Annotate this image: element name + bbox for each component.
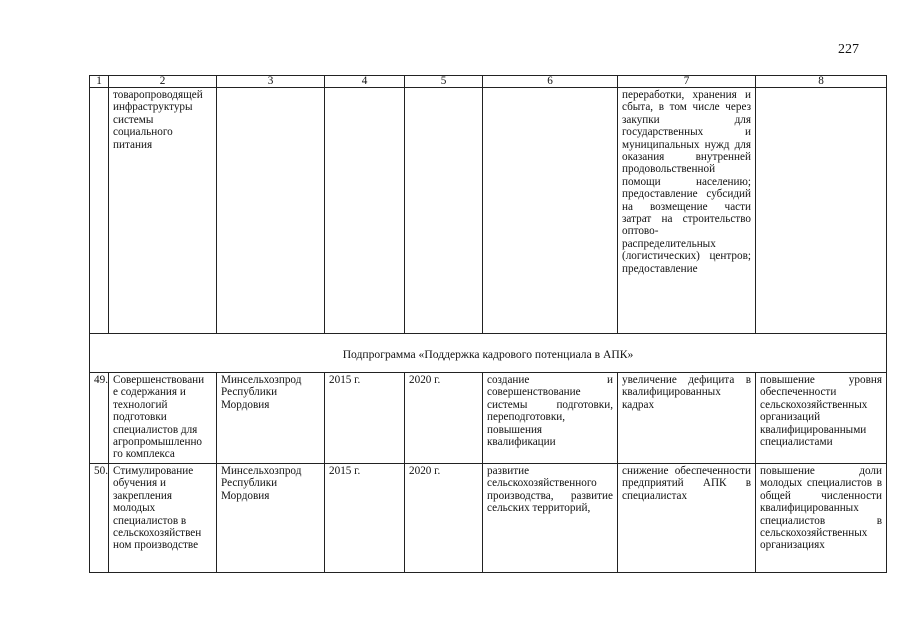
cont-cell-measure: товаропроводящей инфраструктуры системы социального питания xyxy=(109,88,217,334)
cont-cell-4 xyxy=(325,88,405,334)
end-year-cell: 2020 г. xyxy=(405,373,483,464)
row-number: 49. xyxy=(90,373,109,464)
indicator-cell: повышение уровня обеспеченности сельскохозяйственных организаций квалифицированными специалистами xyxy=(756,373,887,464)
cont-cell-6 xyxy=(483,88,618,334)
column-header-8: 8 xyxy=(756,76,887,88)
start-year-cell: 2015 г. xyxy=(325,464,405,573)
continuation-row xyxy=(90,88,887,334)
consequence-cell: увеличение дефицита в квалифицированных кадрах xyxy=(618,373,756,464)
column-header-3: 3 xyxy=(217,76,325,88)
table-row xyxy=(90,373,887,464)
subprogram-row xyxy=(90,334,887,373)
executor-cell: Минсельхозпрод Республики Мордовия xyxy=(217,373,325,464)
cont-cell-consequence: переработки, хранения и сбыта, в том числе через закупки для государственных и муниципальных нужд для оказания внутренней продовольственной помощи населению; предоставление субсидий на возмещение части затрат на строительство оптово-распределительных (логистических) центров; предоставление xyxy=(618,88,756,334)
end-year-cell: 2020 г. xyxy=(405,464,483,573)
column-header-2: 2 xyxy=(109,76,217,88)
result-cell: развитие сельскохозяйственного производства, развитие сельских территорий, xyxy=(483,464,618,573)
indicator-cell: повышение доли молодых специалистов в общей численности квалифицированных специалистов в сельскохозяйственных организациях xyxy=(756,464,887,573)
row-number: 50. xyxy=(90,464,109,573)
column-header-1: 1 xyxy=(90,76,109,88)
table-row xyxy=(90,464,887,573)
result-cell: создание и совершенствование системы подготовки, переподготовки, повышения квалификации xyxy=(483,373,618,464)
column-header-7: 7 xyxy=(618,76,756,88)
measure-cell: Стимулирование обучения и закрепления молодых специалистов в сельскохозяйствен ном производстве xyxy=(109,464,217,573)
executor-cell: Минсельхозпрод Республики Мордовия xyxy=(217,464,325,573)
program-measures-table xyxy=(89,75,887,573)
column-header-4: 4 xyxy=(325,76,405,88)
cont-cell-1 xyxy=(90,88,109,334)
measure-cell: Совершенствовани е содержания и технологий подготовки специалистов для агропромышленно го комплекса xyxy=(109,373,217,464)
column-header-6: 6 xyxy=(483,76,618,88)
start-year-cell: 2015 г. xyxy=(325,373,405,464)
consequence-cell: снижение обеспеченности предприятий АПК в специалистах xyxy=(618,464,756,573)
column-numbers-row xyxy=(90,76,887,88)
cont-cell-8 xyxy=(756,88,887,334)
cont-cell-5 xyxy=(405,88,483,334)
cont-cell-3 xyxy=(217,88,325,334)
subprogram-title: Подпрограмма «Поддержка кадрового потенциала в АПК» xyxy=(90,334,887,373)
column-header-5: 5 xyxy=(405,76,483,88)
page-number: 227 xyxy=(838,42,859,57)
